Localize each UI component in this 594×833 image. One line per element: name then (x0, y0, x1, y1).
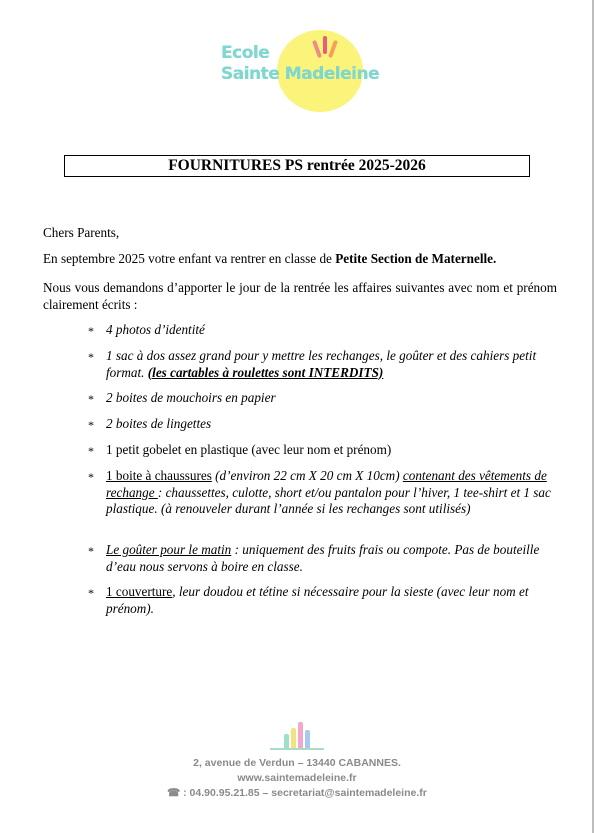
item-text-part: contenant des vêtements de rechange (106, 468, 547, 500)
footer-logo-bar (305, 730, 310, 748)
footer-logo-bar (298, 722, 303, 748)
intro-paragraph (43, 250, 557, 267)
document-title: FOURNITURES PS rentrée 2025-2026 (64, 155, 530, 177)
footer-address: 2, avenue de Verdun – 13440 CABANNES. (193, 757, 401, 769)
bullet-marker: * (88, 418, 94, 432)
item-text (106, 468, 556, 518)
logo-text-ecole: Ecole (221, 43, 270, 63)
item-text-part: , leur doudou et tétine si nécessaire pour la sieste (avec leur nom et prénom). (106, 584, 529, 616)
item-text-part: 1 boite à chaussures (106, 468, 212, 483)
logo-text-sainte-madeleine: Sainte Madeleine (221, 64, 380, 84)
intro-class-name: Petite Section de Maternelle. (335, 251, 497, 266)
footer-logo (266, 716, 326, 756)
bullet-marker: * (88, 544, 94, 558)
footer-website[interactable]: www.saintemadeleine.fr (237, 772, 357, 784)
item-text: 4 photos d’identité (106, 322, 205, 337)
footer-logo-bar (291, 728, 296, 748)
item-text: 2 boites de mouchoirs en papier (106, 390, 276, 405)
bullet-marker: * (88, 392, 94, 406)
greeting: Chers Parents, (43, 225, 120, 240)
logo-child-figure (323, 36, 327, 54)
footer-contact[interactable]: ☎ : 04.90.95.21.85 – secretariat@saintemadeleine.fr (167, 787, 427, 799)
item-warning: (les cartables à roulettes sont INTERDITS) (147, 364, 384, 380)
item-text-part: 1 sac à dos assez grand pour y mettre les rechanges, le goûter et des cahiers petit format. (106, 348, 537, 380)
item-text-part: : chaussettes, culotte, short et/ou pantalon pour l’hiver, 1 tee-shirt et 1 sac plastique. (à renouveler durant l’année si les rechanges sont utilisés) (106, 484, 551, 516)
bullet-marker: * (88, 586, 94, 600)
item-text: 2 boites de lingettes (106, 416, 212, 431)
school-logo (215, 28, 385, 114)
bullet-marker: * (88, 350, 94, 364)
item-text-part: : uniquement des fruits frais ou compote. Pas de bouteille d’eau nous servons à boire en classe. (106, 542, 540, 574)
item-text (106, 542, 556, 575)
item-text-part: 1 couverture (106, 584, 173, 599)
footer-logo-base (270, 748, 324, 750)
intro-text: En septembre 2025 votre enfant va rentrer en classe de (43, 251, 336, 266)
request-paragraph: Nous vous demandons d’apporter le jour de la rentrée les affaires suivantes avec nom et prénom clairement écrits : (43, 280, 557, 312)
item-text-part: (d’environ 22 cm X 20 cm X 10cm) (211, 468, 403, 483)
item-text (106, 584, 556, 617)
item-text: 1 petit gobelet en plastique (avec leur nom et prénom) (106, 442, 392, 457)
bullet-marker: * (88, 324, 94, 338)
footer-logo-bar (284, 734, 289, 748)
bullet-marker: * (88, 470, 94, 484)
item-text (106, 348, 556, 381)
bullet-marker: * (88, 444, 94, 458)
item-text-part: Le goûter pour le matin (106, 542, 232, 557)
